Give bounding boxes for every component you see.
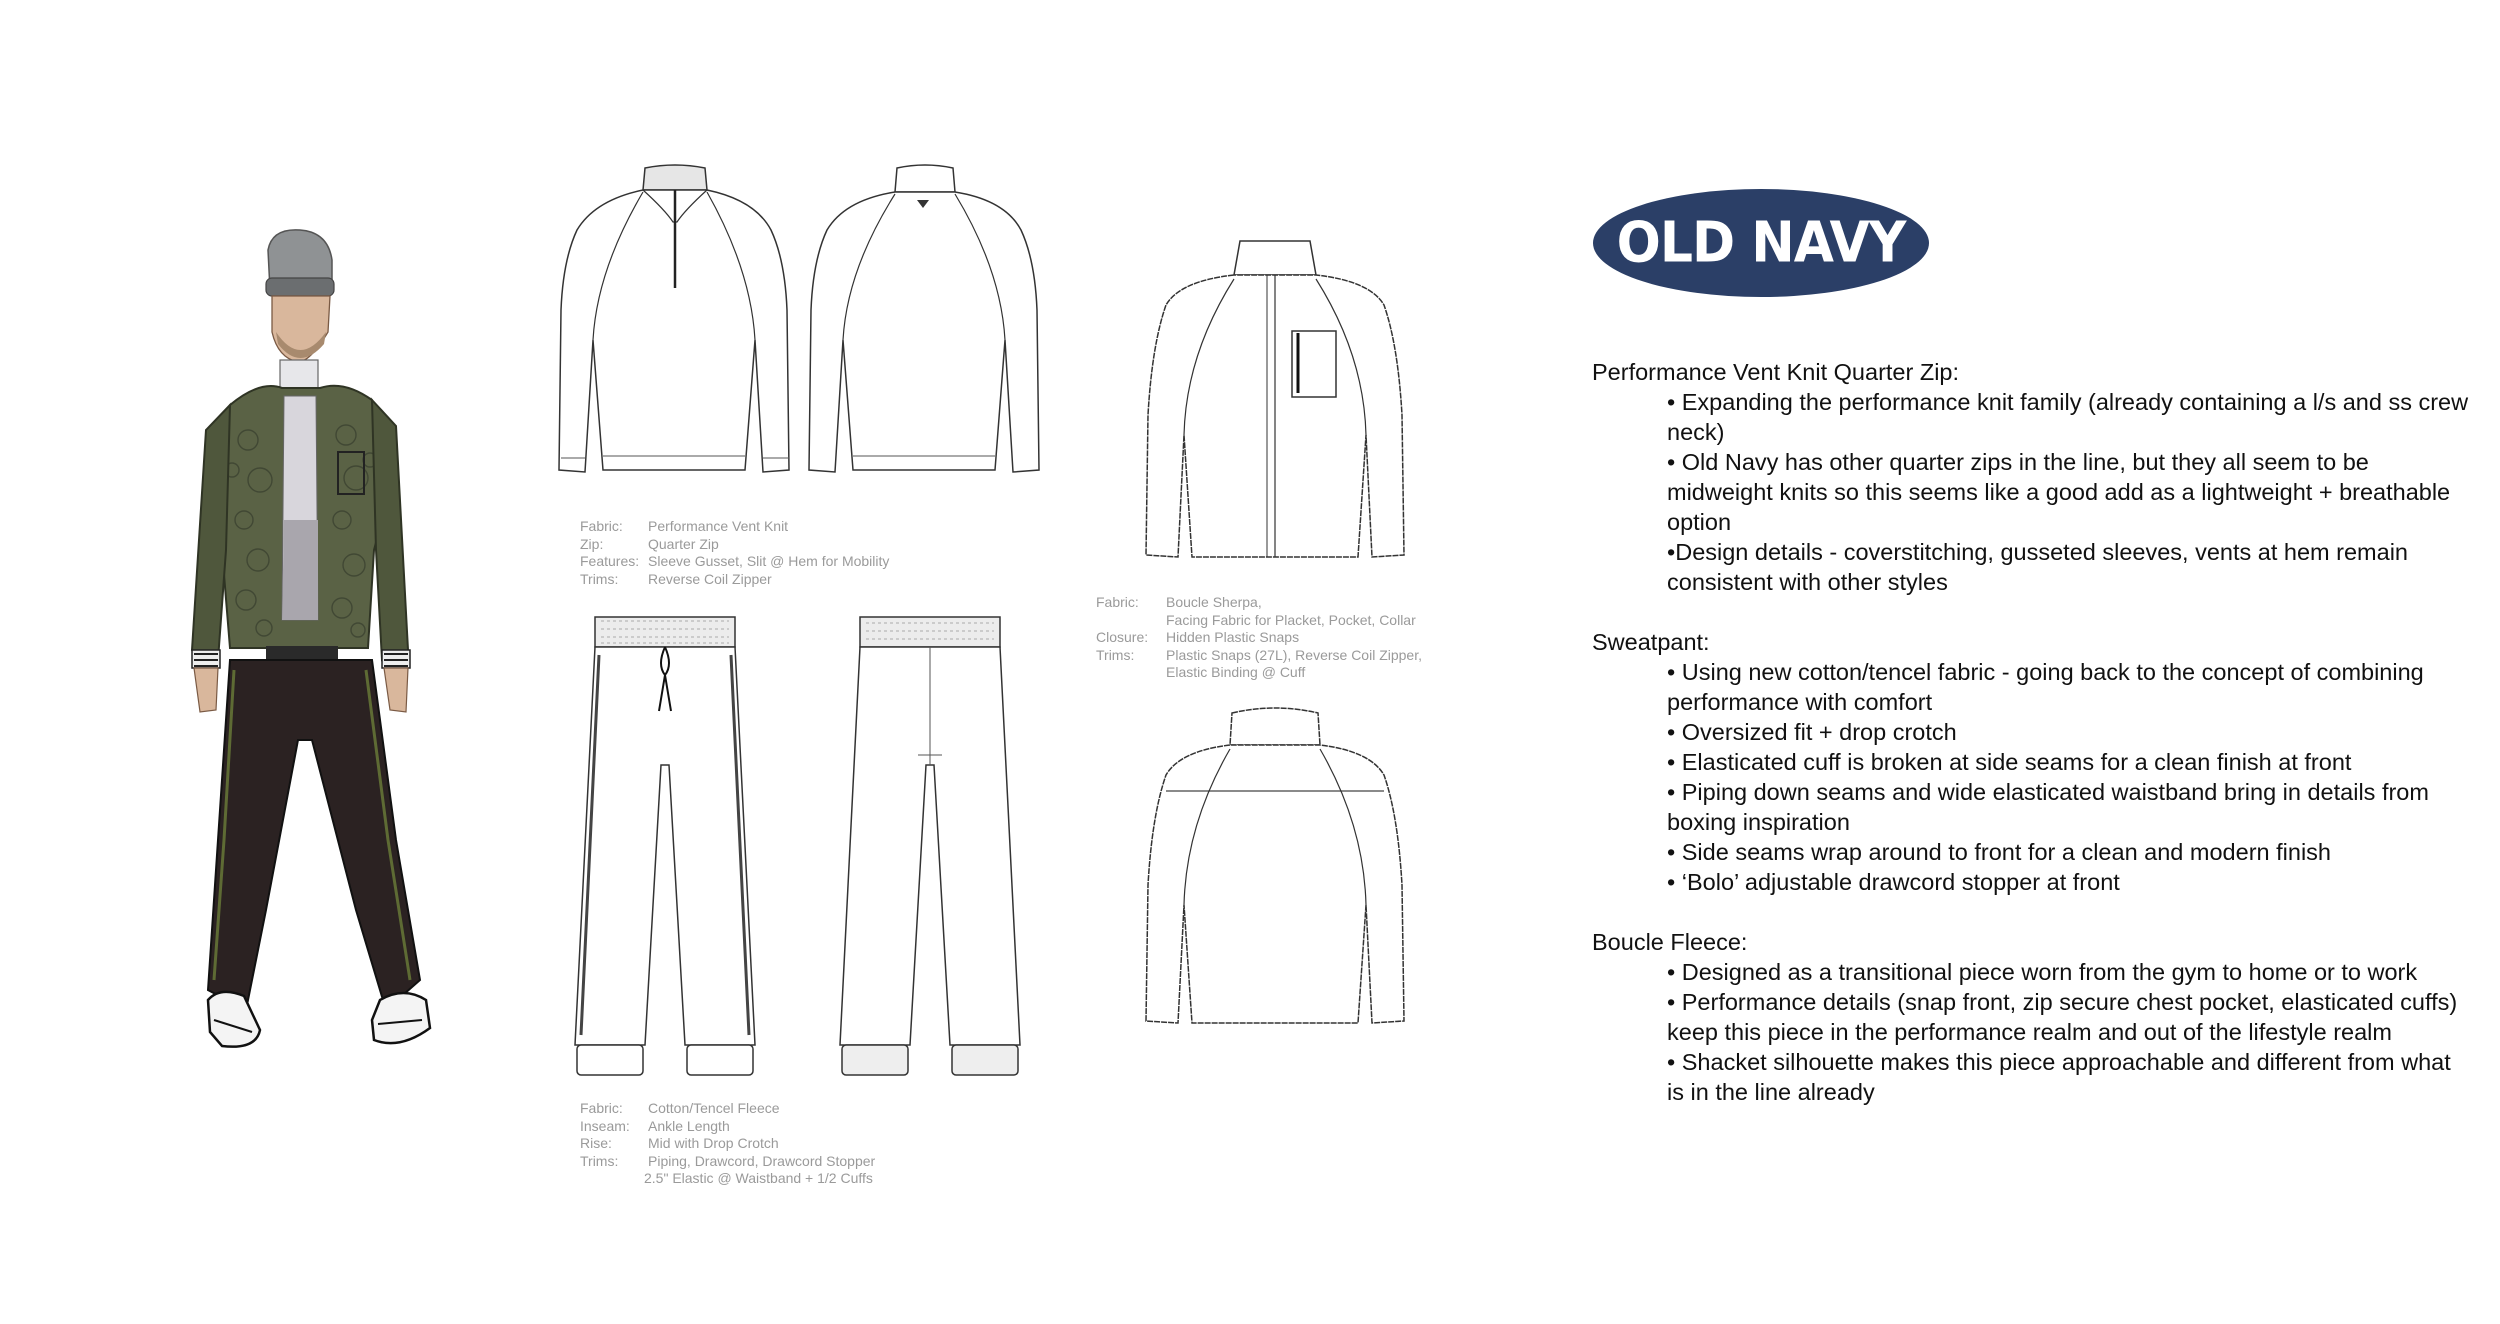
spec-row — [580, 1153, 875, 1171]
spec-row — [580, 518, 889, 536]
spec-row — [1096, 594, 1422, 612]
bullet-item: • Piping down seams and wide elasticated waistband bring in details from boxing inspiration — [1667, 779, 2429, 835]
bullet-item: • Expanding the performance knit family (already containing a l/s and ss crew neck) — [1667, 389, 2469, 445]
bullet-item: • Shacket silhouette makes this piece approachable and different from what is in the line already — [1667, 1049, 2451, 1105]
spec-value: Reverse Coil Zipper — [648, 570, 772, 587]
spec-row — [580, 553, 889, 571]
section-heading: Boucle Fleece: — [1592, 929, 1748, 955]
sweatpant-back-flat — [830, 615, 1030, 1095]
spec-label: Inseam: — [580, 1117, 630, 1134]
spec-label: Trims: — [580, 570, 619, 587]
spec-value: Mid with Drop Crotch — [648, 1135, 779, 1152]
spec-value: 2.5" Elastic @ Waistband + 1/2 Cuffs — [644, 1170, 873, 1187]
spec-row — [1096, 612, 1422, 630]
spec-label: Zip: — [580, 535, 604, 552]
section-heading: Sweatpant: — [1592, 629, 1710, 655]
bullet-item: • ‘Bolo’ adjustable drawcord stopper at front — [1667, 869, 2120, 895]
notes-section-boucle-fleece — [1592, 927, 2472, 1107]
spec-value: Hidden Plastic Snaps — [1166, 629, 1300, 646]
spec-value: Quarter Zip — [648, 535, 719, 552]
sweatpant-front-flat — [565, 615, 765, 1095]
spec-row — [1096, 647, 1422, 665]
spec-value: Cotton/Tencel Fleece — [648, 1100, 780, 1116]
spec-value: Boucle Sherpa, — [1166, 594, 1262, 610]
quarter-zip-specs — [580, 518, 889, 588]
boucle-fleece-back-flat — [1140, 705, 1410, 1035]
bullet-item: • Oversized fit + drop crotch — [1667, 719, 1957, 745]
spec-label: Features: — [580, 553, 640, 570]
spec-value: Ankle Length — [648, 1117, 730, 1134]
spec-label: Fabric: — [1096, 594, 1139, 610]
section-heading: Performance Vent Knit Quarter Zip: — [1592, 359, 1960, 385]
spec-label: Fabric: — [580, 1100, 623, 1116]
spec-label: Trims: — [580, 1152, 619, 1169]
spec-value: Elastic Binding @ Cuff — [1166, 664, 1306, 681]
spec-label — [580, 1170, 644, 1188]
boucle-fleece-specs — [1096, 594, 1422, 682]
spec-row — [1096, 629, 1422, 647]
design-notes — [1592, 357, 2472, 1137]
spec-label — [1096, 612, 1166, 630]
bullet-item: • Elasticated cuff is broken at side seams for a clean finish at front — [1667, 749, 2352, 775]
spec-label — [1096, 664, 1166, 682]
spec-label: Rise: — [580, 1135, 612, 1152]
spec-row — [580, 1135, 875, 1153]
spec-value: Sleeve Gusset, Slit @ Hem for Mobility — [648, 553, 890, 570]
spec-label: Trims: — [1096, 646, 1135, 663]
spec-row — [580, 571, 889, 589]
spec-value: Piping, Drawcord, Drawcord Stopper — [648, 1152, 876, 1169]
quarter-zip-front-flat — [555, 160, 795, 510]
logo-text: OLD NAVY — [1616, 210, 1906, 276]
spec-value: Performance Vent Knit — [648, 518, 789, 534]
spec-row — [580, 1100, 875, 1118]
notes-section-quarter-zip — [1592, 357, 2472, 597]
bullet-item: • Side seams wrap around to front for a clean and modern finish — [1667, 839, 2331, 865]
spec-row — [580, 1118, 875, 1136]
spec-label: Fabric: — [580, 518, 623, 534]
spec-row — [1096, 664, 1422, 682]
bullet-item: • Designed as a transitional piece worn from the gym to home or to work — [1667, 959, 2418, 985]
spec-row — [580, 1170, 875, 1188]
notes-section-sweatpant — [1592, 627, 2472, 897]
quarter-zip-back-flat — [805, 160, 1045, 510]
spec-row — [580, 536, 889, 554]
spec-value: Plastic Snaps (27L), Reverse Coil Zipper, — [1166, 646, 1422, 663]
bullet-item: • Performance details (snap front, zip secure chest pocket, elasticated cuffs) keep this piece in the performance realm and out of the lifestyle realm — [1667, 989, 2458, 1045]
boucle-fleece-front-flat — [1140, 235, 1410, 575]
old-navy-logo — [1593, 189, 1929, 297]
spec-value: Facing Fabric for Placket, Pocket, Collar — [1166, 611, 1416, 628]
spec-label: Closure: — [1096, 629, 1149, 646]
bullet-item: •Design details - coverstitching, gusseted sleeves, vents at hem remain consistent with other styles — [1667, 539, 2408, 595]
figure-illustration — [160, 220, 480, 1100]
sweatpant-specs — [580, 1100, 875, 1188]
bullet-item: • Old Navy has other quarter zips in the line, but they all seem to be midweight knits so this seems like a good add as a lightweight + breathable option — [1667, 449, 2451, 535]
bullet-item: • Using new cotton/tencel fabric - going back to the concept of combining performance with comfort — [1667, 659, 2424, 715]
